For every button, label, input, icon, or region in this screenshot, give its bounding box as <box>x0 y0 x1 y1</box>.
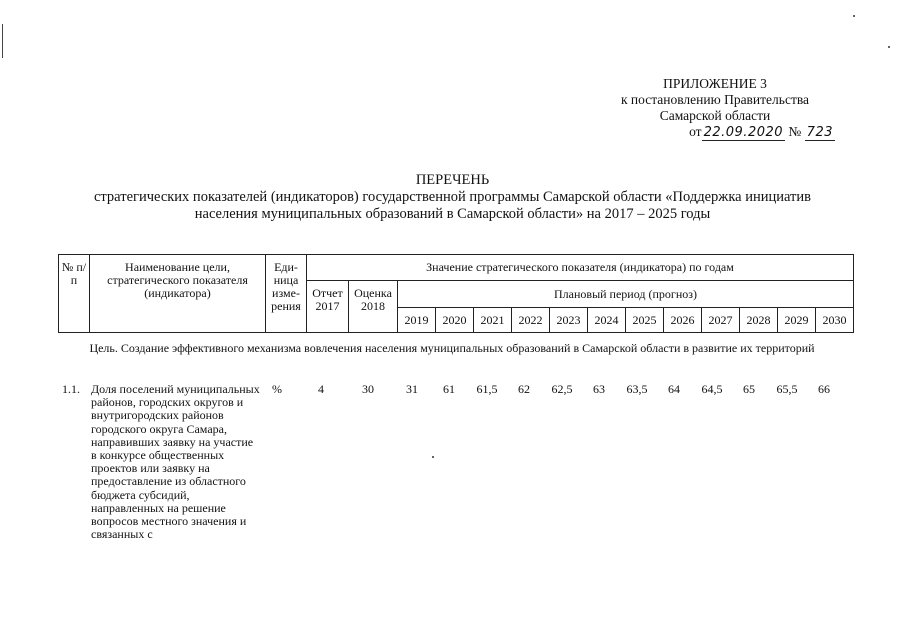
scan-speck <box>853 15 855 17</box>
document-title <box>0 172 905 223</box>
header-report-2017 <box>307 281 349 333</box>
row-value: 62,5 <box>551 382 573 396</box>
row-value: 66 <box>818 382 830 396</box>
header-name <box>90 255 266 333</box>
row-value: 64 <box>668 382 680 396</box>
handwritten-date: 22.09.2020 <box>703 125 784 140</box>
row-value: 31 <box>406 382 418 396</box>
header-year: 2026 <box>664 308 702 333</box>
row-value: 64,5 <box>701 382 723 396</box>
header-year: 2030 <box>816 308 854 333</box>
appendix-number: ПРИЛОЖЕНИЕ 3 <box>663 76 767 91</box>
appendix-region-line: Самарской области <box>659 108 771 123</box>
title-line-2: стратегических показателей (индикаторов) государственной программы Самарской области «Поддержка инициатив <box>93 189 812 205</box>
header-planned-text: Плановый период (прогноз) <box>554 286 697 301</box>
header-year: 2019 <box>398 308 436 333</box>
row-value: 61 <box>443 382 455 396</box>
header-num-text: № п/п <box>61 260 87 287</box>
row-value: 62 <box>518 382 530 396</box>
scan-speck <box>432 456 434 458</box>
title-main: ПЕРЕЧЕНЬ <box>415 172 490 188</box>
indicators-table-header <box>58 254 854 333</box>
header-estimate-text: Оценка 2018 <box>354 286 392 313</box>
header-unit-l3: изме- <box>272 286 300 300</box>
header-year: 2020 <box>436 308 474 333</box>
header-num <box>59 255 90 333</box>
row-value: 4 <box>318 382 324 396</box>
header-report-text: Отчет 2017 <box>312 286 343 313</box>
title-line-3: населения муниципальных образований в Самарской области» на 2017 – 2025 годы <box>194 206 711 222</box>
header-year: 2028 <box>740 308 778 333</box>
header-unit-l4: рения <box>271 299 301 313</box>
header-values-text: Значение стратегического показателя (индикатора) по годам <box>426 260 734 274</box>
scan-edge-line <box>2 24 3 58</box>
row-number: 1.1. <box>62 382 80 396</box>
header-values <box>307 255 854 281</box>
row-value: 65,5 <box>776 382 798 396</box>
header-estimate-2018 <box>349 281 398 333</box>
row-value: 65 <box>743 382 755 396</box>
date-prefix: от <box>689 124 702 139</box>
header-year: 2027 <box>702 308 740 333</box>
number-prefix: № <box>788 124 802 139</box>
header-year: 2023 <box>550 308 588 333</box>
header-name-text: Наименование цели, стратегического показателя (индикатора) <box>107 260 248 300</box>
header-unit <box>266 255 307 333</box>
header-year: 2024 <box>588 308 626 333</box>
row-value: 63 <box>593 382 605 396</box>
row-value: 61,5 <box>476 382 498 396</box>
row-indicator-name: Доля поселений муниципальных районов, городских округов и внутригородских районов городского округа Самара, направивших заявку на участие в конкурсе общественных проектов или заявку на предоставление из областного бюджета субсидий, направленных на решение вопросов местного значения и связанных с <box>91 382 260 542</box>
row-value: 30 <box>362 382 374 396</box>
appendix-resolution-line: к постановлению Правительства <box>620 92 810 107</box>
appendix-header <box>595 76 835 141</box>
handwritten-number: 723 <box>806 125 833 140</box>
header-planned <box>398 281 854 308</box>
goal-text: Цель. Создание эффективного механизма вовлечения населения муниципальных образований в Самарской области в развитие их территорий <box>89 341 815 355</box>
row-unit: % <box>272 382 282 396</box>
header-unit-l1: Еди- <box>274 260 298 274</box>
header-year: 2021 <box>474 308 512 333</box>
header-year: 2022 <box>512 308 550 333</box>
header-year: 2025 <box>626 308 664 333</box>
appendix-date-line <box>595 124 835 141</box>
scan-speck <box>888 46 890 48</box>
header-year: 2029 <box>778 308 816 333</box>
header-unit-l2: ница <box>273 273 299 287</box>
row-value: 63,5 <box>626 382 648 396</box>
